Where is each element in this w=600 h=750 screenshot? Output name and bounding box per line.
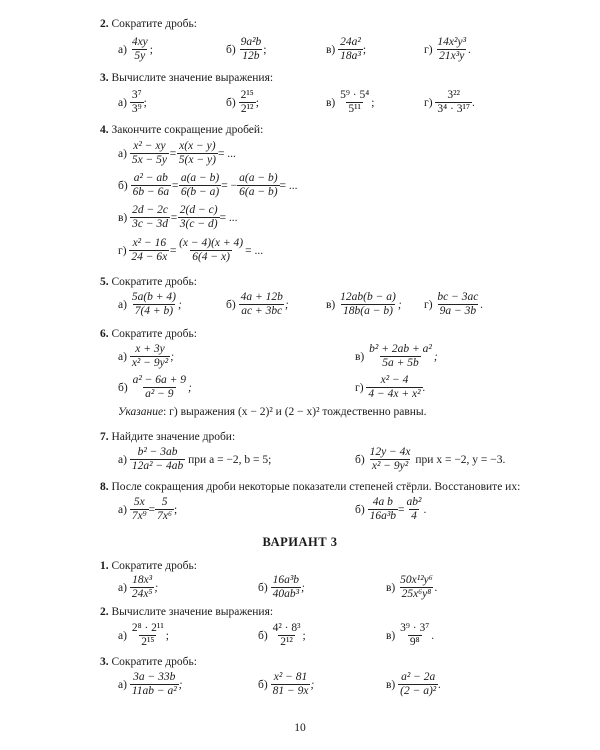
- fraction: [130, 671, 179, 698]
- item-label: в): [355, 350, 365, 363]
- tail: ;: [188, 381, 192, 394]
- page-number: 10: [294, 722, 306, 734]
- item-label: б): [355, 503, 365, 516]
- task-text: Сократите дробь:: [111, 560, 197, 572]
- numerator: 2(d − c): [179, 204, 218, 216]
- denominator: 21x³y: [439, 50, 465, 62]
- numerator: 2d − 2c: [132, 204, 169, 216]
- fraction: [435, 36, 468, 63]
- v3-task1-heading: [100, 560, 197, 572]
- tail: ;: [170, 350, 175, 363]
- fraction: [367, 343, 434, 370]
- item-label: в): [326, 298, 336, 311]
- task-number: 1.: [100, 560, 109, 572]
- tail: .: [431, 629, 435, 642]
- tail: ;: [263, 43, 267, 56]
- task5-item-c: [326, 291, 402, 318]
- task-number: 4.: [100, 124, 109, 136]
- task2-item-c: [326, 36, 366, 63]
- task-number: 2.: [100, 18, 109, 30]
- denominator: 2¹²: [280, 636, 293, 648]
- task-number: 6.: [100, 328, 109, 340]
- task-text: Вычислите значение выражения:: [111, 606, 274, 618]
- task-text: Закончите сокращение дробей:: [111, 124, 264, 136]
- denominator: 4: [411, 510, 417, 522]
- numerator: 3²²: [447, 89, 461, 101]
- denominator: 5¹¹: [348, 103, 362, 115]
- numerator: a² − 6a + 9: [132, 374, 187, 386]
- fraction: [130, 622, 166, 649]
- task4-heading: [100, 124, 263, 136]
- numerator: 3⁹ · 3⁷: [400, 622, 430, 634]
- denominator: 6b − 6a: [132, 186, 170, 198]
- task-text: Сократите дробь:: [111, 276, 197, 288]
- item-label: б): [258, 678, 268, 691]
- denominator: 2¹²: [240, 103, 254, 115]
- numerator: a² − ab: [133, 172, 168, 184]
- v3-task1-item-b: [258, 574, 305, 601]
- fraction: [131, 172, 172, 199]
- equals: =: [148, 503, 156, 516]
- task5-heading: [100, 276, 197, 288]
- condition: при a = −2, b = 5;: [188, 453, 272, 466]
- denominator: 6(4 − x): [192, 251, 230, 263]
- fraction: [338, 89, 371, 116]
- task-text: Вычислите значение выражения:: [111, 72, 274, 84]
- item-label: б): [118, 179, 128, 192]
- numerator: a(a − b): [180, 172, 220, 184]
- fraction: [435, 291, 480, 318]
- tail: = ...: [217, 147, 236, 160]
- fraction: [338, 36, 363, 63]
- item-label: б): [118, 381, 128, 394]
- denominator: 5x − 5y: [131, 154, 168, 166]
- numerator: bc − 3ac: [437, 291, 479, 303]
- tail: ;: [362, 43, 367, 56]
- denominator: 25x⁶y⁸: [401, 588, 432, 600]
- equals: =: [170, 211, 178, 224]
- denominator: 40ab³: [272, 588, 300, 600]
- denominator: 5a + 5b: [382, 357, 419, 369]
- tail: ;: [433, 350, 438, 363]
- task2-item-d: [424, 36, 471, 63]
- denominator: 24 − 6x: [131, 251, 168, 263]
- task8-item-a: [118, 496, 177, 523]
- denominator: a² − 9: [145, 388, 174, 400]
- denominator: 7x⁹: [131, 510, 147, 522]
- fraction: [239, 89, 256, 116]
- numerator: 4a + 12b: [240, 291, 283, 303]
- item-label: в): [326, 43, 336, 56]
- denominator: x² − 9y²: [131, 357, 169, 369]
- denominator: 24x⁵: [131, 588, 153, 600]
- numerator: 12ab(b − a): [340, 291, 396, 303]
- numerator: x² − 16: [132, 237, 167, 249]
- v3-task2-item-b: [258, 622, 306, 649]
- tail: .: [423, 503, 427, 516]
- task6-item-b: [118, 374, 192, 401]
- fraction: [130, 446, 185, 473]
- equals: =: [169, 147, 177, 160]
- item-label: а): [118, 678, 127, 691]
- item-label: г): [355, 381, 364, 394]
- denominator: 5(x − y): [178, 154, 216, 166]
- fraction: [130, 36, 150, 63]
- fraction: [398, 671, 438, 698]
- item-label: б): [355, 453, 365, 466]
- numerator: x² − xy: [133, 140, 166, 152]
- note-text: : г) выражения (x − 2)² и (2 − x)² тождественно равны.: [163, 406, 427, 418]
- fraction: [177, 140, 218, 167]
- item-label: г): [424, 298, 433, 311]
- task5-item-a: [118, 291, 182, 318]
- item-label: в): [386, 581, 396, 594]
- item-label: б): [226, 43, 236, 56]
- item-label: б): [258, 581, 268, 594]
- equals: =: [171, 179, 179, 192]
- v3-task1-item-c: [386, 574, 438, 601]
- denominator: 12a² − 4ab: [131, 460, 184, 472]
- v3-task3-item-a: [118, 671, 183, 698]
- item-label: б): [226, 298, 236, 311]
- denominator: ac + 3bc: [241, 305, 283, 317]
- numerator: 4a b: [372, 496, 393, 508]
- fraction: [271, 622, 303, 649]
- item-label: а): [118, 453, 127, 466]
- fraction: [130, 140, 169, 167]
- numerator: 5⁹ · 5⁴: [340, 89, 370, 101]
- task3-item-b: [226, 89, 259, 116]
- numerator: 3⁷: [131, 89, 142, 101]
- tail: ;: [255, 96, 259, 109]
- denominator: 9a − 3b: [439, 305, 477, 317]
- numerator: 2¹⁵: [240, 89, 254, 101]
- fraction: [368, 446, 413, 473]
- task-number: 8.: [100, 481, 109, 493]
- fraction: [130, 496, 149, 523]
- task-number: 3.: [100, 656, 109, 668]
- tail: ;: [174, 503, 178, 516]
- fraction: [130, 574, 155, 601]
- denominator: 3(c − d): [179, 218, 218, 230]
- tail: ;: [301, 581, 305, 594]
- task4-item-b: [118, 172, 298, 199]
- item-label: а): [118, 298, 127, 311]
- denominator: 12b: [242, 50, 260, 62]
- item-label: а): [118, 629, 127, 642]
- task5-item-b: [226, 291, 289, 318]
- v3-task1-item-a: [118, 574, 158, 601]
- tail: .: [480, 298, 484, 311]
- task6-item-g: [355, 374, 425, 401]
- item-label: а): [118, 96, 127, 109]
- task2-heading: [100, 18, 197, 30]
- numerator: 9a²b: [240, 36, 262, 48]
- denominator: x² − 9y²: [371, 460, 409, 472]
- item-label: г): [424, 43, 433, 56]
- fraction: [239, 291, 285, 318]
- numerator: 4xy: [131, 36, 148, 48]
- numerator: x + 3y: [135, 343, 165, 355]
- fraction: [130, 343, 170, 370]
- numerator: a² − 2a: [401, 671, 436, 683]
- task2-item-a: [118, 36, 153, 63]
- numerator: ab²: [406, 496, 422, 508]
- numerator: 5x: [133, 496, 145, 508]
- task4-item-c: [118, 204, 238, 231]
- item-label: в): [118, 211, 128, 224]
- denominator: 16a³b: [369, 510, 397, 522]
- task6-item-v: [355, 343, 438, 370]
- numerator: x² − 81: [273, 671, 308, 683]
- denominator: 6(a − b): [239, 186, 278, 198]
- item-label: в): [386, 629, 396, 642]
- tail: ;: [154, 581, 159, 594]
- numerator: 2⁸ · 2¹¹: [131, 622, 164, 634]
- task2-item-b: [226, 36, 266, 63]
- denominator: 7x⁶: [157, 510, 173, 522]
- task8-heading: [100, 481, 520, 493]
- fraction: [178, 204, 220, 231]
- task-number: 7.: [100, 431, 109, 443]
- numerator: 14x²y³: [437, 36, 467, 48]
- tail: ;: [302, 629, 306, 642]
- task3-heading: [100, 72, 273, 84]
- fraction: [131, 374, 188, 401]
- item-label: в): [326, 96, 336, 109]
- task3-item-c: [326, 89, 374, 116]
- fraction: [179, 172, 221, 199]
- v3-task3-item-b: [258, 671, 314, 698]
- fraction: [177, 237, 245, 264]
- tail: ;: [165, 629, 169, 642]
- item-label: а): [118, 350, 127, 363]
- tail: = ...: [279, 179, 298, 192]
- fraction: [239, 36, 267, 63]
- denominator: 7(4 + b): [134, 305, 174, 317]
- tail: ;: [149, 43, 153, 56]
- task-number: 2.: [100, 606, 109, 618]
- numerator: 24a²: [340, 36, 361, 48]
- task7-item-b: [355, 446, 505, 473]
- fraction: [129, 237, 169, 264]
- numerator: 3a − 33b: [133, 671, 176, 683]
- task-text: Сократите дробь:: [111, 656, 197, 668]
- tail: ;: [284, 298, 289, 311]
- denominator: 4 − 4x + x²: [368, 388, 421, 400]
- fraction: [405, 496, 427, 523]
- v3-task2-item-a: [118, 622, 169, 649]
- equals-minus: = −: [221, 179, 238, 192]
- tail: .: [468, 43, 471, 56]
- task6-item-a: [118, 343, 174, 370]
- task-number: 3.: [100, 72, 109, 84]
- numerator: x² − 4: [380, 374, 409, 386]
- fraction: [368, 496, 398, 523]
- equals: =: [398, 503, 405, 516]
- fraction: [130, 204, 170, 231]
- denominator: 18a³: [340, 50, 361, 62]
- denominator: 3⁹: [131, 103, 142, 115]
- denominator: 5y: [134, 50, 146, 62]
- tail: .: [422, 381, 426, 394]
- fraction: [130, 291, 178, 318]
- item-label: а): [118, 503, 127, 516]
- denominator: 81 − 9x: [272, 685, 309, 697]
- task8-item-b: [355, 496, 426, 523]
- item-label: г): [424, 96, 433, 109]
- denominator: 6(b − a): [180, 186, 220, 198]
- item-label: а): [118, 43, 127, 56]
- item-label: а): [118, 147, 127, 160]
- task5-item-d: [424, 291, 483, 318]
- tail: ;: [178, 678, 183, 691]
- denominator: 3⁴ · 3¹⁷: [437, 103, 470, 115]
- variant-title: ВАРИАНТ 3: [262, 535, 338, 549]
- numerator: x(x − y): [179, 140, 216, 152]
- tail: ;: [143, 96, 147, 109]
- task4-item-d: [118, 237, 263, 264]
- denominator: 3c − 3d: [132, 218, 169, 230]
- tail: = ...: [219, 211, 238, 224]
- condition: при x = −2, y = −3.: [415, 453, 506, 466]
- numerator: 4² · 8³: [272, 622, 301, 634]
- v3-task3-heading: [100, 656, 197, 668]
- fraction: [130, 89, 144, 116]
- item-label: а): [118, 581, 127, 594]
- task4-item-a: [118, 140, 236, 167]
- fraction: [398, 574, 435, 601]
- note-label: Указание: [118, 406, 164, 418]
- item-label: г): [118, 244, 127, 257]
- item-label: б): [226, 96, 236, 109]
- task6-note: [118, 406, 427, 418]
- numerator: 12y − 4x: [369, 446, 411, 458]
- task6-heading: [100, 328, 197, 340]
- v3-task2-heading: [100, 606, 273, 618]
- denominator: (2 − a)²: [400, 685, 437, 697]
- fraction: [366, 374, 422, 401]
- denominator: 9⁸: [409, 636, 420, 648]
- fraction: [237, 172, 279, 199]
- denominator: 18b(a − b): [343, 305, 393, 317]
- tail: ;: [397, 298, 402, 311]
- fraction: [398, 622, 431, 649]
- tail: ;: [177, 298, 182, 311]
- fraction: [271, 574, 301, 601]
- task-text: Найдите значение дроби:: [111, 431, 236, 443]
- fraction: [271, 671, 311, 698]
- numerator: b² − 3ab: [137, 446, 178, 458]
- fraction: [155, 496, 174, 523]
- denominator: 2¹⁵: [141, 636, 155, 648]
- tail: .: [471, 96, 475, 109]
- task7-heading: [100, 431, 235, 443]
- task7-item-a: [118, 446, 271, 473]
- fraction: [435, 89, 472, 116]
- numerator: 18x³: [132, 574, 153, 586]
- numerator: 50x¹²y⁶: [400, 574, 433, 586]
- v3-task3-item-c: [386, 671, 441, 698]
- tail: ;: [310, 678, 315, 691]
- item-label: б): [258, 629, 268, 642]
- task3-item-a: [118, 89, 147, 116]
- task-text: После сокращения дроби некоторые показатели степеней стёрли. Восстановите их:: [111, 481, 521, 493]
- v3-task2-item-c: [386, 622, 434, 649]
- fraction: [338, 291, 398, 318]
- task3-item-d: [424, 89, 475, 116]
- task-text: Сократите дробь:: [111, 328, 197, 340]
- numerator: 16a³b: [272, 574, 300, 586]
- numerator: (x − 4)(x + 4): [179, 237, 244, 249]
- tail: .: [438, 678, 442, 691]
- item-label: в): [386, 678, 396, 691]
- denominator: 11ab − a²: [131, 685, 177, 697]
- task-number: 5.: [100, 276, 109, 288]
- numerator: b² + 2ab + a²: [369, 343, 432, 355]
- tail: = ...: [245, 244, 264, 257]
- numerator: 5: [161, 496, 168, 508]
- numerator: a(a − b): [239, 172, 278, 184]
- task-text: Сократите дробь:: [111, 18, 197, 30]
- tail: ;: [371, 96, 375, 109]
- equals: =: [169, 244, 178, 257]
- tail: .: [434, 581, 438, 594]
- numerator: 5a(b + 4): [131, 291, 176, 303]
